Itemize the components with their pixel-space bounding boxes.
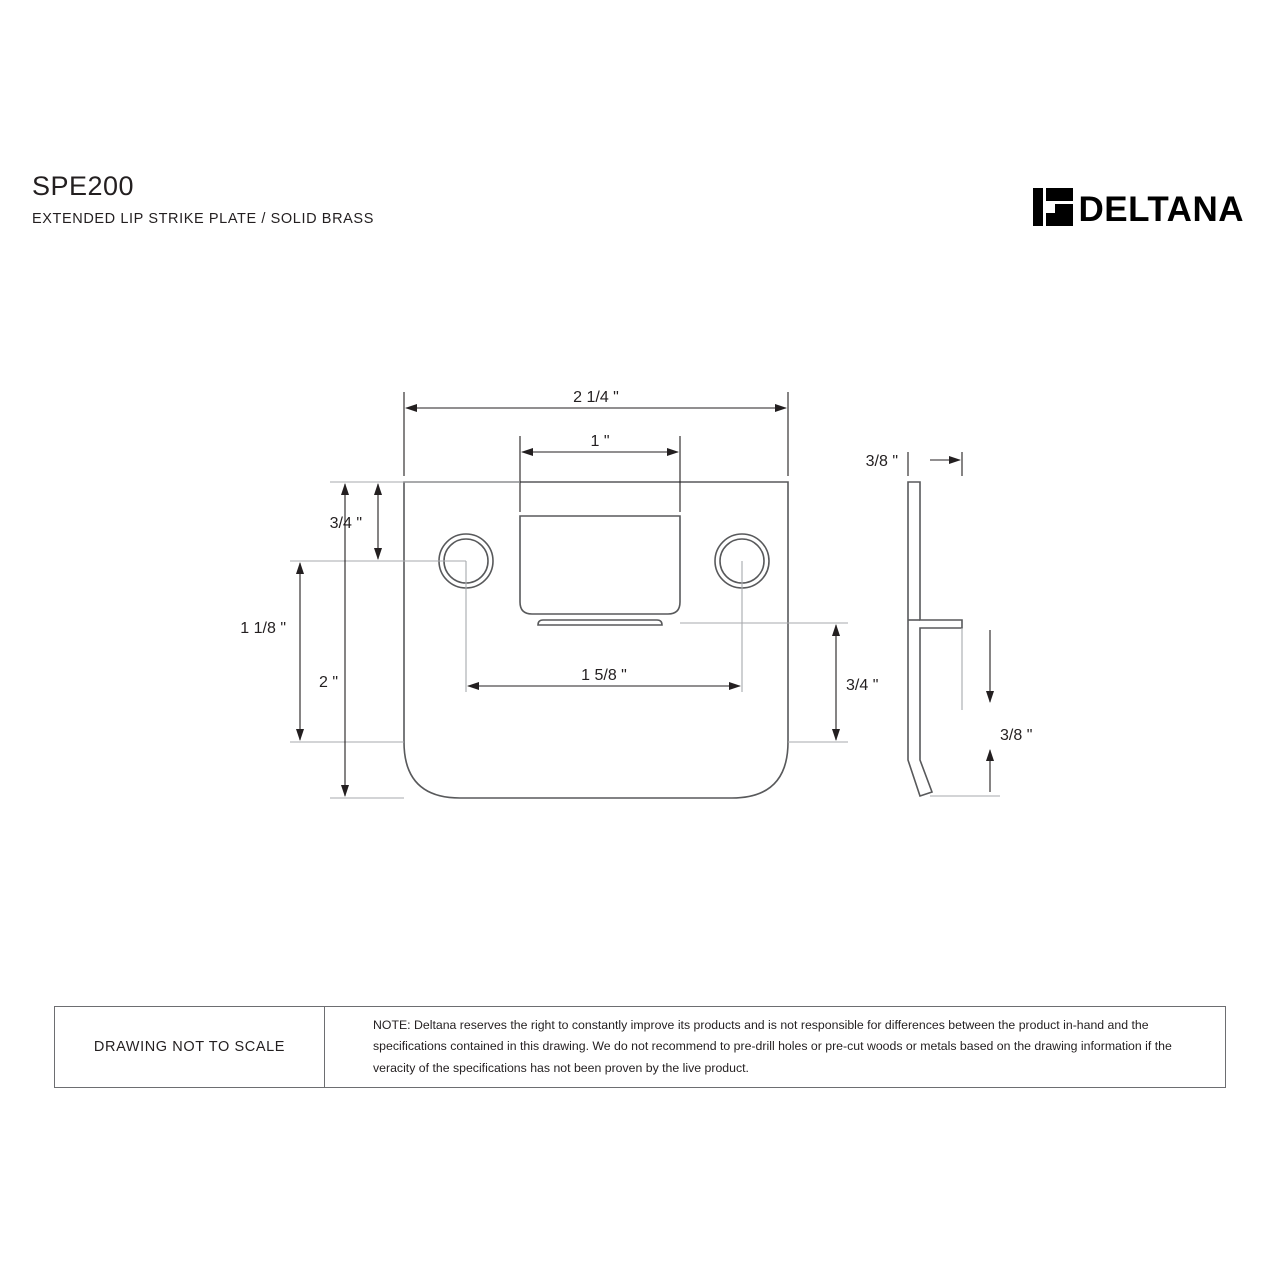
disclaimer-text: NOTE: Deltana reserves the right to constantly improve its products and is not responsible for differences between the product in-hand and the specifications contained in this drawing. We do not recommend to pre-drill holes or pre-cut woods or metals based on the drawing information if the veracity of the specifications has not been proven by the live product.	[373, 1017, 1172, 1075]
dimension-hole-to-top	[366, 482, 520, 561]
dimension-label-lip-return-depth: 3/8 "	[1000, 727, 1033, 744]
dimension-label-cutout-width: 1 "	[590, 433, 610, 450]
front-view-outline	[404, 482, 788, 798]
scale-note-cell	[55, 1007, 325, 1087]
dimension-label-overall-width: 2 1/4 "	[573, 389, 619, 406]
dimension-plate-body-height	[290, 561, 404, 742]
dimension-label-lip-thickness: 3/8 "	[865, 453, 898, 470]
deltana-logo-icon	[1033, 188, 1073, 226]
technical-drawing	[0, 330, 1280, 930]
dimension-label-cutout-height: 3/4 "	[846, 677, 879, 694]
brand-name: DELTANA	[1078, 189, 1244, 229]
dimension-label-plate-body-height: 1 1/8 "	[240, 620, 286, 637]
dimension-label-hole-spacing: 1 5/8 "	[581, 667, 627, 684]
title-block	[32, 172, 374, 227]
dimension-lip-thickness	[908, 452, 962, 476]
dimension-label-hole-to-top: 3/4 "	[329, 515, 362, 532]
product-description: EXTENDED LIP STRIKE PLATE / SOLID BRASS	[32, 210, 374, 227]
dimension-lip-return-depth	[930, 628, 1000, 796]
footer-note-table	[54, 1006, 1226, 1088]
side-view-outline	[908, 482, 962, 796]
brand-logo	[1033, 182, 1244, 229]
scale-note-text: DRAWING NOT TO SCALE	[93, 1039, 286, 1055]
page-title: SPE200	[32, 171, 135, 201]
dimension-label-overall-height: 2 "	[318, 674, 338, 691]
dimension-cutout-height	[680, 623, 848, 742]
disclaimer-cell	[325, 1007, 1225, 1087]
drawing-header	[0, 0, 1280, 280]
